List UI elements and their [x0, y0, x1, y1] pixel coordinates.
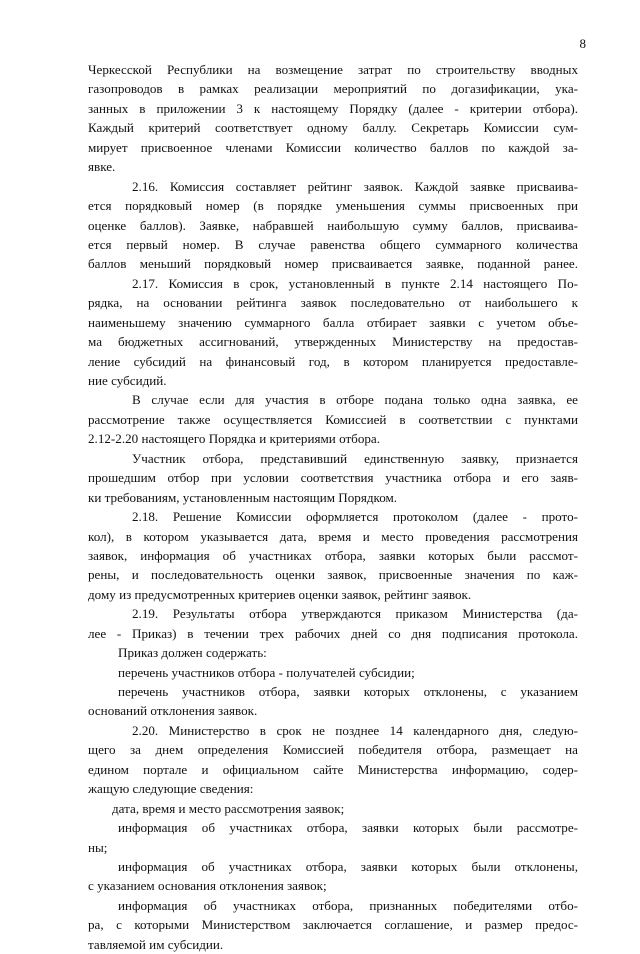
text-line: едином портале и официальном сайте Министерства информацию, содер-: [88, 761, 578, 777]
text-line: ление субсидий на финансовый год, в котором планируется предоставле-: [88, 353, 578, 369]
text-line: Участник отбора, представивший единственную заявку, признается: [132, 450, 578, 466]
text-line: рядка, на основании рейтинга заявок последовательно от наибольшего к: [88, 295, 578, 311]
text-line: Черкесской Республики на возмещение затрат по строительству вводных: [88, 62, 578, 77]
text-line: информация об участниках отбора, заявки которых были отклонены,: [118, 858, 578, 874]
text-line: ние субсидий.: [88, 373, 167, 388]
text-line: жащую следующие сведения:: [88, 781, 254, 797]
text-line: 2.12-2.20 настоящего Порядка и критериями отбора.: [88, 431, 381, 447]
text-line: ется первый номер. В случае равенства общего суммарного количества: [88, 236, 578, 252]
text-line: оснований отклонения заявок.: [88, 703, 258, 719]
text-line: Приказ должен содержать:: [118, 645, 267, 661]
text-line: рены, и последовательность оценки заявок, присвоенные значения по каж-: [88, 567, 578, 583]
text-line: занных в приложении 3 к настоящему Порядку (далее - критерии отбора).: [88, 100, 578, 116]
text-line: информация об участниках отбора, заявки которых были рассмотре-: [118, 820, 578, 836]
text-line: 2.20. Министерство в срок не позднее 14 календарного дня, следую-: [132, 722, 578, 738]
text-line: лее - Приказ) в течении трех рабочих дней со дня подписания протокола.: [88, 625, 578, 641]
text-line: дата, время и место рассмотрения заявок;: [112, 800, 345, 816]
text-line: прошедшим отбор при условии соответствия участника отбора и его заяв-: [88, 470, 578, 486]
text-line: рассмотрение также осуществляется Комиссией в соответствии с пунктами: [88, 411, 578, 427]
text-line: 2.17. Комиссия в срок, установленный в пункте 2.14 настоящего По-: [132, 275, 578, 291]
text-line: перечень участников отбора, заявки которых отклонены, с указанием: [118, 684, 578, 699]
text-line: баллов меньший порядковый номер присваивается заявке, поданной ранее.: [88, 256, 578, 272]
text-line: ки требованиям, установленным настоящим Порядком.: [88, 489, 398, 505]
text-line: дому из предусмотренных критериев оценки заявок, рейтинг заявок.: [88, 586, 472, 602]
text-line: кол), в котором указывается дата, время и место проведения рассмотрения: [88, 528, 578, 544]
text-line: 2.16. Комиссия составляет рейтинг заявок. Каждой заявке присваива-: [132, 178, 578, 194]
text-line: оценке баллов). Заявке, набравшей наибольшую сумму баллов, присваива-: [88, 217, 578, 233]
text-line: заявок, информация об участниках отбора, заявки которых были рассмот-: [88, 547, 578, 563]
text-line: ма бюджетных ассигнований, утвержденных Министерству на предостав-: [88, 334, 578, 350]
text-line: тавляемой им субсидии.: [88, 936, 224, 952]
text-line: ра, с которыми Министерством заключается соглашение, и размер предос-: [88, 917, 578, 933]
text-line: ны;: [88, 839, 108, 855]
text-line: ется порядковый номер (в порядке уменьшения суммы присвоенных при: [88, 198, 578, 214]
text-line: В случае если для участия в отборе подана только одна заявка, ее: [132, 392, 578, 408]
text-line: наименьшему значению суммарного балла отбирает заявки с учетом объе-: [88, 314, 578, 330]
text-line: 2.18. Решение Комиссии оформляется протоколом (далее - прото-: [132, 509, 578, 525]
text-line: информация об участниках отбора, признанных победителями отбо-: [118, 897, 578, 913]
text-line: щего за днем определения Комиссией победителя отбора, размещает на: [88, 742, 578, 758]
text-line: мирует присвоенное членами Комиссии количество баллов по каждой за-: [88, 139, 578, 155]
text-line: явке.: [88, 159, 116, 175]
text-line: перечень участников отбора - получателей субсидии;: [118, 664, 415, 680]
text-line: газопроводов в рамках реализации мероприятий по догазификации, ука-: [88, 81, 578, 97]
text-line: Каждый критерий соответствует одному баллу. Секретарь Комиссии сум-: [88, 120, 578, 136]
text-line: с указанием основания отклонения заявок;: [88, 878, 327, 894]
page-number: 8: [579, 36, 586, 51]
document-text: [88, 60, 578, 954]
text-line: 2.19. Результаты отбора утверждаются приказом Министерства (да-: [132, 606, 578, 622]
